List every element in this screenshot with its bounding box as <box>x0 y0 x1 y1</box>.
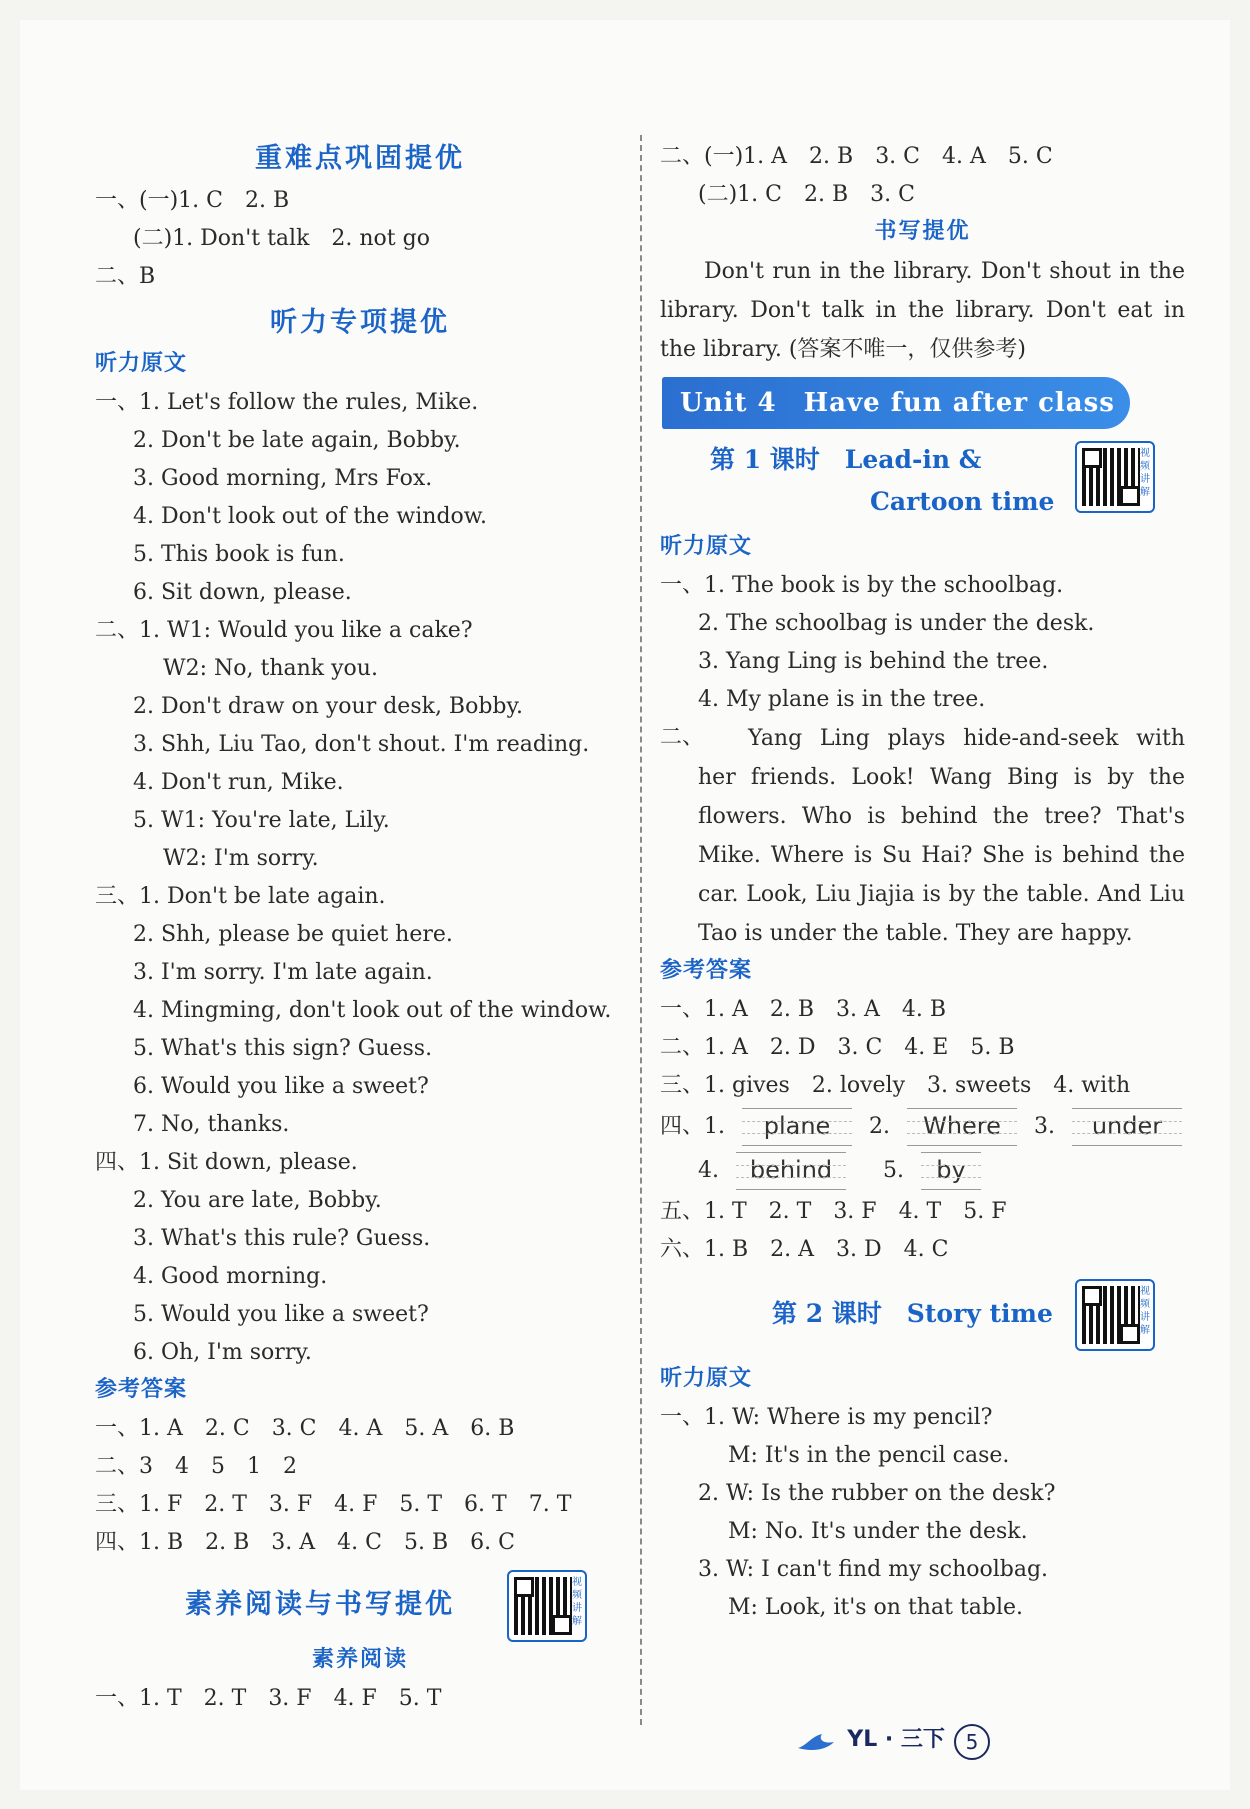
lesson-1-title-line1: 第 1 课时 Lead-in & <box>710 445 982 474</box>
script-line: 4. Don't run, Mike. <box>133 770 344 795</box>
section-title-review: 重难点巩固提优 <box>255 143 465 174</box>
lesson-1-title <box>710 439 1054 523</box>
handwriting-word: Where <box>907 1108 1017 1146</box>
script-line: W2: No, thank you. <box>163 656 378 681</box>
label-answers: 参考答案 <box>95 1377 188 1402</box>
script-line: 2. Shh, please be quiet here. <box>133 922 453 947</box>
label-answers: 参考答案 <box>660 958 753 983</box>
script-line: 5. W1: You're late, Lily. <box>133 808 390 833</box>
script-line: 2. Don't draw on your desk, Bobby. <box>133 694 524 719</box>
script-line: 2. The schoolbag is under the desk. <box>698 611 1095 636</box>
script-line: 6. Would you like a sweet? <box>133 1074 429 1099</box>
script-line: 一、1. The book is by the schoolbag. <box>660 573 1064 598</box>
handwriting-row <box>660 1149 1185 1193</box>
section-title-reading-writing: 素养阅读与书写提优 <box>185 1589 455 1620</box>
script-line: 4. My plane is in the tree. <box>698 687 986 712</box>
qr-side-label: 视频讲解 <box>1140 1286 1150 1336</box>
script-line: 2. W: Is the rubber on the desk? <box>698 1481 1056 1506</box>
script-line: 3. What's this rule? Guess. <box>133 1226 431 1251</box>
handwriting-word: by <box>921 1152 981 1190</box>
script-line: 4. Good morning. <box>133 1264 328 1289</box>
answer-line: 一、1. A 2. B 3. A 4. B <box>660 997 947 1022</box>
label-listening-script: 听力原文 <box>660 534 753 559</box>
answer-line: 四、1. B 2. B 3. A 4. C 5. B 6. C <box>95 1530 515 1555</box>
answer-line: 一、(一)1. C 2. B <box>95 188 290 213</box>
script-line: 3. Yang Ling is behind the tree. <box>698 649 1049 674</box>
lesson-1-header <box>660 439 1185 529</box>
handwriting-number: 4. <box>698 1158 719 1183</box>
answer-line: 二、3 4 5 1 2 <box>95 1454 297 1479</box>
lesson-1-title-line2: Cartoon time <box>870 487 1055 516</box>
listening-script-list <box>660 1399 1185 1627</box>
bird-logo-icon <box>796 1730 836 1754</box>
answer-line: 一、1. A 2. C 3. C 4. A 5. A 6. B <box>95 1416 515 1441</box>
answer-line: (二)1. Don't talk 2. not go <box>133 226 430 251</box>
lesson-2-header <box>660 1275 1185 1361</box>
handwriting-number: 四、1. <box>660 1114 725 1139</box>
unit-banner-text: Unit 4 Have fun after class <box>680 388 1115 418</box>
qr-code[interactable] <box>507 1570 587 1642</box>
qr-side-label: 视频讲解 <box>572 1577 582 1627</box>
right-column <box>660 138 1185 1627</box>
answer-line: 二、B <box>95 264 156 289</box>
subtitle-writing: 书写提优 <box>874 219 971 244</box>
qr-code[interactable] <box>1075 441 1155 513</box>
script-line: 3. Good morning, Mrs Fox. <box>133 466 433 491</box>
banner-tail <box>1122 381 1140 425</box>
label-listening-script: 听力原文 <box>95 351 188 376</box>
footer-code: YL · 三下 <box>847 1727 945 1752</box>
subtitle-reading: 素养阅读 <box>311 1647 408 1672</box>
passage-text: Yang Ling plays hide-and-seek with her friends. Look! Wang Bing is by the flowers. Who is behind the tree? That's Mike. Where is Su Hai? She is behind the car. Look, Liu Jiajia is by the table. And Liu Tao is under the table. They are happy. <box>698 726 1185 946</box>
script-line: 3. Shh, Liu Tao, don't shout. I'm reading. <box>133 732 590 757</box>
writing-paragraph: Don't run in the library. Don't shout in the library. Don't talk in the library. Don't eat in the library. (答案不唯一，仅供参考) <box>660 259 1185 362</box>
script-line: 4. Don't look out of the window. <box>133 504 487 529</box>
script-line: 二、1. W1: Would you like a cake? <box>95 618 473 643</box>
answer-line: 一、1. T 2. T 3. F 4. F 5. T <box>95 1686 442 1711</box>
handwriting-word: under <box>1072 1108 1182 1146</box>
answer-line: 六、1. B 2. A 3. D 4. C <box>660 1237 949 1262</box>
script-line: 2. Don't be late again, Bobby. <box>133 428 461 453</box>
unit-banner <box>662 377 1130 429</box>
script-line: 3. W: I can't find my schoolbag. <box>698 1557 1049 1582</box>
script-line: 2. You are late, Bobby. <box>133 1188 382 1213</box>
handwriting-number: 3. <box>1034 1114 1055 1139</box>
page-number: 5 <box>954 1724 990 1760</box>
listening-script-list <box>95 384 625 1372</box>
qr-side-label: 视频讲解 <box>1140 448 1150 498</box>
column-divider <box>640 135 642 1725</box>
script-line: 6. Oh, I'm sorry. <box>133 1340 312 1365</box>
page <box>20 20 1230 1790</box>
answer-line: 二、1. A 2. D 3. C 4. E 5. B <box>660 1035 1015 1060</box>
qr-code[interactable] <box>1075 1279 1155 1351</box>
answer-line: (二)1. C 2. B 3. C <box>698 182 915 207</box>
reading-writing-header <box>95 1570 625 1642</box>
script-line: M: Look, it's on that table. <box>728 1595 1024 1620</box>
script-line: M: It's in the pencil case. <box>728 1443 1010 1468</box>
qr-code-image <box>1082 448 1140 506</box>
qr-code-image <box>514 1577 572 1635</box>
script-line: 6. Sit down, please. <box>133 580 352 605</box>
handwriting-number: 5. <box>883 1158 904 1183</box>
lesson-2-title: 第 2 课时 Story time <box>772 1299 1053 1328</box>
handwriting-row <box>660 1105 1185 1149</box>
listening-passage <box>660 719 1185 953</box>
script-line: 一、1. Let's follow the rules, Mike. <box>95 390 479 415</box>
script-line: 四、1. Sit down, please. <box>95 1150 358 1175</box>
script-line: 3. I'm sorry. I'm late again. <box>133 960 433 985</box>
script-line: 5. Would you like a sweet? <box>133 1302 429 1327</box>
handwriting-number: 2. <box>869 1114 890 1139</box>
answer-line: 三、1. F 2. T 3. F 4. F 5. T 6. T 7. T <box>95 1492 572 1517</box>
script-line: 7. No, thanks. <box>133 1112 290 1137</box>
passage-number: 二、 <box>660 725 705 750</box>
script-line: M: No. It's under the desk. <box>728 1519 1028 1544</box>
label-listening-script: 听力原文 <box>660 1366 753 1391</box>
script-line: 4. Mingming, don't look out of the window. <box>133 998 612 1023</box>
handwriting-word: behind <box>736 1152 846 1190</box>
script-line: 5. What's this sign? Guess. <box>133 1036 433 1061</box>
section-title-listening: 听力专项提优 <box>270 307 450 338</box>
script-line: W2: I'm sorry. <box>163 846 319 871</box>
script-line: 三、1. Don't be late again. <box>95 884 386 909</box>
page-footer <box>796 1720 990 1760</box>
qr-code-image <box>1082 1286 1140 1344</box>
answer-line: 三、1. gives 2. lovely 3. sweets 4. with <box>660 1073 1131 1098</box>
left-column <box>95 138 625 1718</box>
script-line: 5. This book is fun. <box>133 542 345 567</box>
answer-line: 二、(一)1. A 2. B 3. C 4. A 5. C <box>660 144 1053 169</box>
script-line: 一、1. W: Where is my pencil? <box>660 1405 993 1430</box>
answer-line: 五、1. T 2. T 3. F 4. T 5. F <box>660 1199 1007 1224</box>
handwriting-word: plane <box>742 1108 852 1146</box>
